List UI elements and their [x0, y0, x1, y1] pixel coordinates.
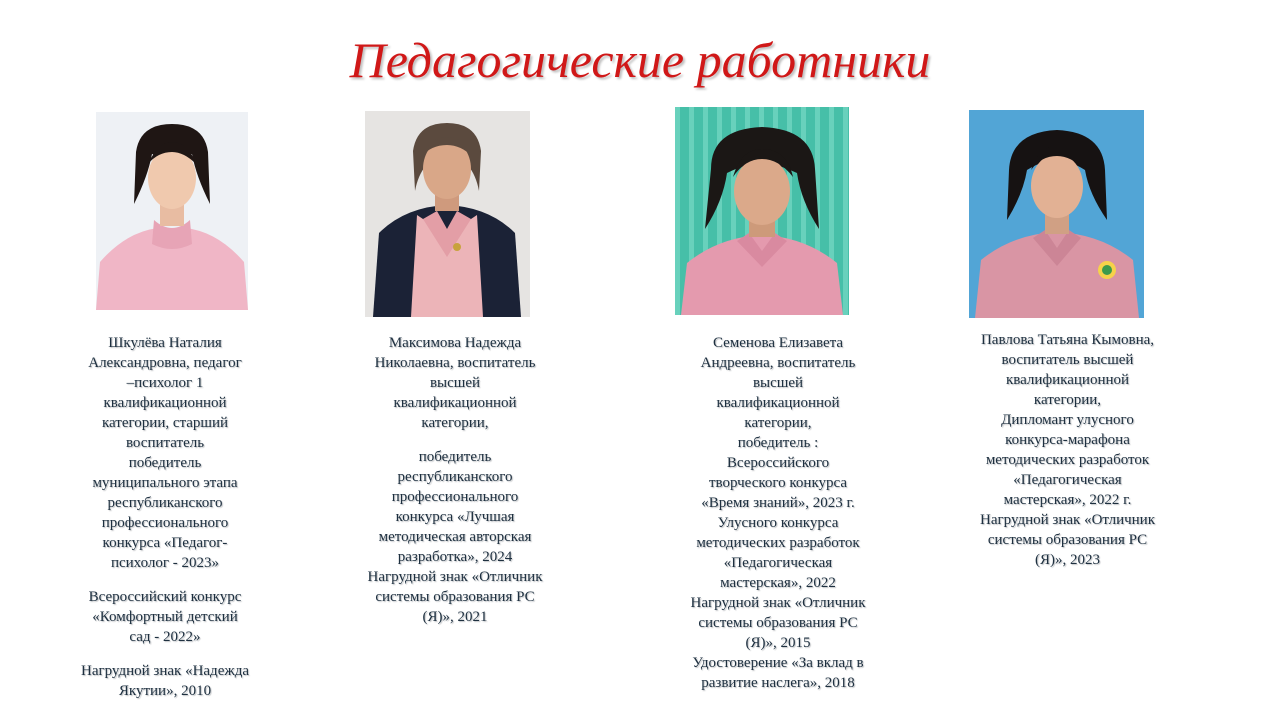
teacher-4-photo — [969, 110, 1144, 318]
teacher-3-photo — [675, 107, 849, 315]
teacher-2-photo — [365, 111, 530, 317]
text-line: (Я)», 2021 — [422, 609, 488, 625]
text-line: категории, — [421, 415, 489, 431]
text-line: мастерская», 2022 — [720, 575, 836, 591]
text-line: «Время знаний», 2023 г. — [701, 495, 855, 511]
text-line: Николаевна, воспитатель — [374, 355, 536, 371]
page-title: Педагогические работники — [349, 32, 931, 88]
text-line: квалификационной — [393, 395, 517, 411]
teacher-1-award-contest — [40, 587, 290, 647]
text-line: воспитатель — [125, 435, 205, 451]
text-line: категории, — [1033, 392, 1102, 408]
text-line: «Педагогическая — [1013, 472, 1122, 488]
text-line: республиканского — [107, 495, 223, 511]
text-line: победитель — [418, 449, 492, 465]
text-line: Нагрудной знак «Надежда — [80, 663, 250, 679]
text-line: профессионального — [391, 489, 519, 505]
teacher-2-description — [330, 333, 580, 433]
text-line: системы образования РС — [987, 532, 1148, 548]
teacher-4-description — [940, 330, 1195, 570]
text-line: Александровна, педагог — [88, 355, 242, 371]
text-line: Нагрудной знак «Отличник — [367, 569, 543, 585]
text-line: Удостоверение «За вклад в — [692, 655, 864, 671]
text-line: муниципального этапа — [92, 475, 238, 491]
teacher-1-info — [40, 333, 290, 701]
text-line: –психолог 1 — [126, 375, 204, 391]
text-line: Всероссийского — [726, 455, 830, 471]
text-line: методическая авторская — [378, 529, 532, 545]
text-line: психолог - 2023» — [110, 555, 220, 571]
text-line: сад - 2022» — [129, 629, 201, 645]
text-line: республиканского — [397, 469, 513, 485]
teacher-1-description — [40, 333, 290, 573]
text-line: квалификационной — [103, 395, 227, 411]
text-line: Якутии», 2010 — [118, 683, 212, 699]
text-line: Дипломант улусного — [1001, 412, 1134, 428]
text-line: воспитатель высшей — [1001, 352, 1134, 368]
text-line: победитель : — [737, 435, 819, 451]
text-line: «Комфортный детский — [92, 609, 238, 625]
text-line: Всероссийский конкурс — [88, 589, 242, 605]
text-line: Нагрудной знак «Отличник — [690, 595, 866, 611]
text-line: Андреевна, воспитатель — [700, 355, 856, 371]
text-line: Семенова Елизавета — [712, 335, 844, 351]
text-line: развитие наслега», 2018 — [701, 675, 855, 691]
text-line: (Я)», 2015 — [745, 635, 811, 651]
text-line: высшей — [429, 375, 481, 391]
text-line: методических разработок — [696, 535, 860, 551]
text-line: категории, — [744, 415, 812, 431]
text-line: конкурса «Лучшая — [395, 509, 515, 525]
text-line: (Я)», 2023 — [1035, 552, 1100, 568]
text-line: квалификационной — [716, 395, 840, 411]
teacher-1-photo — [96, 112, 248, 310]
teacher-2-info — [330, 333, 580, 627]
text-line: Нагрудной знак «Отличник — [980, 512, 1155, 528]
text-line: профессионального — [101, 515, 229, 531]
teacher-2-awards — [330, 447, 580, 627]
text-line: высшей — [752, 375, 804, 391]
text-line: Улусного конкурса — [717, 515, 839, 531]
text-line: разработка», 2024 — [397, 549, 513, 565]
text-line: категории, старший — [101, 415, 229, 431]
text-line: «Педагогическая — [723, 555, 833, 571]
text-line: Павлова Татьяна Кымовна, — [980, 332, 1155, 348]
text-line: победитель — [128, 455, 202, 471]
text-line: системы образования РС — [698, 615, 858, 631]
text-line: системы образования РС — [375, 589, 535, 605]
teacher-1-award-badge — [40, 661, 290, 701]
text-line: конкурса-марафона — [1005, 432, 1130, 448]
teacher-4-info — [940, 330, 1195, 570]
text-line: мастерская», 2022 г. — [1003, 492, 1132, 508]
teacher-3-info — [653, 333, 903, 693]
text-line: методических разработок — [985, 452, 1150, 468]
text-line: квалификационной — [1005, 372, 1130, 388]
text-line: конкурса «Педагог- — [102, 535, 228, 551]
text-line: Шкулёва Наталия — [108, 335, 222, 351]
text-line: Максимова Надежда — [388, 335, 522, 351]
teacher-3-description — [653, 333, 903, 693]
text-line: творческого конкурса — [708, 475, 848, 491]
